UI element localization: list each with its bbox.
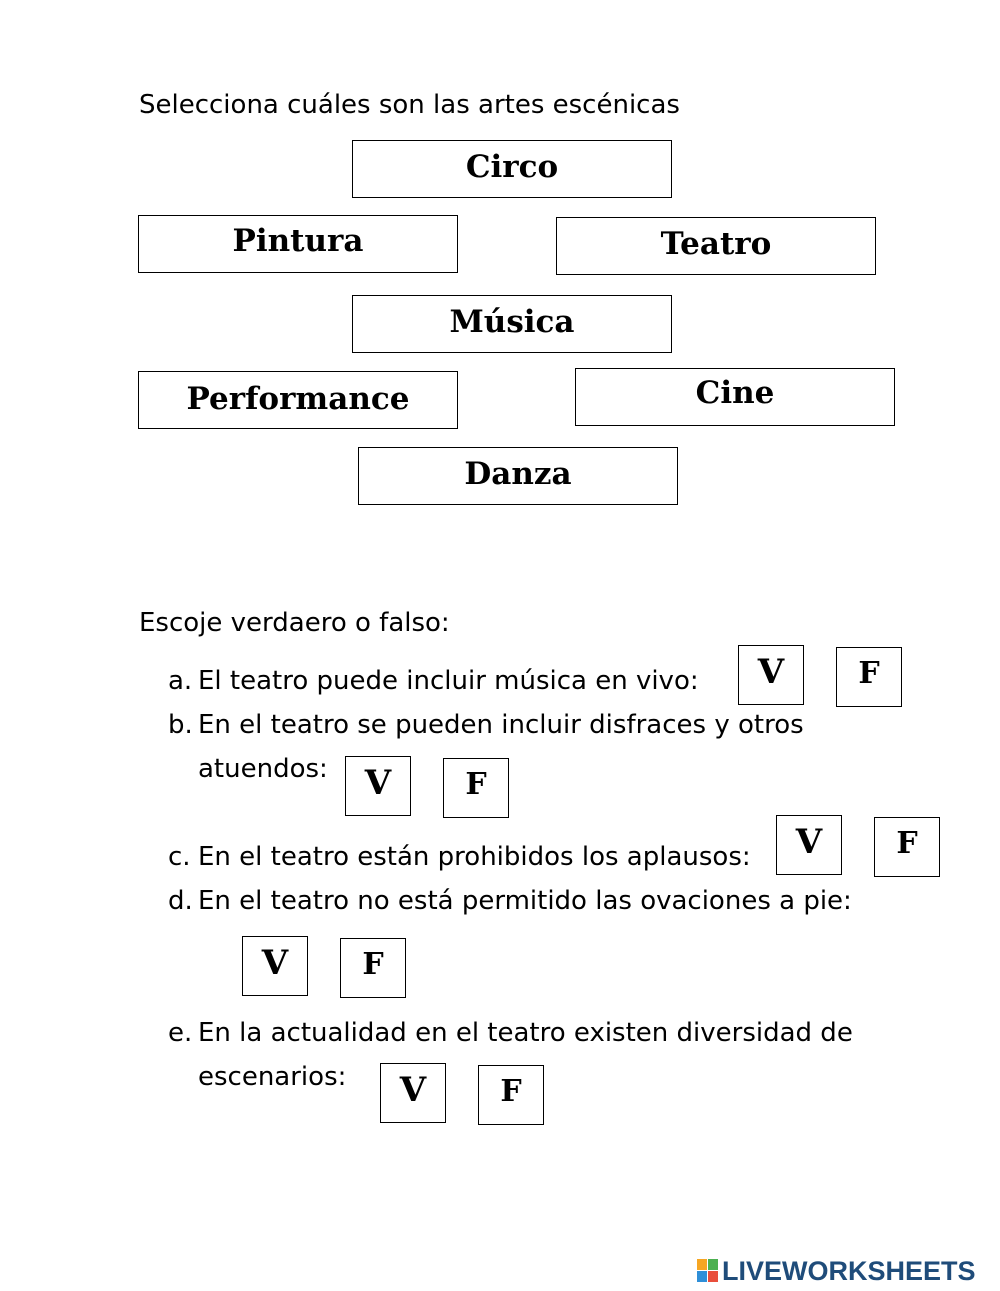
question-e-true-button[interactable]: V [380, 1063, 446, 1123]
question-letter: a. [168, 666, 193, 696]
question-text: En el teatro no está permitido las ovaciones a pie: [198, 886, 852, 916]
option-label: Performance [186, 381, 410, 417]
option-circo[interactable] [352, 140, 672, 198]
liveworksheets-brand-text: LIVEWORKSHEETS [722, 1255, 976, 1286]
question-b-false-button[interactable]: F [443, 758, 509, 818]
question-text-continued: escenarios: [198, 1062, 347, 1092]
question-d-true-button[interactable]: V [242, 936, 308, 996]
question-letter: d. [168, 886, 193, 916]
question-e-false-button[interactable]: F [478, 1065, 544, 1125]
instruction-true-false: Escoje verdaero o falso: [139, 608, 450, 638]
option-cine[interactable] [575, 368, 895, 426]
instruction-select-scenic-arts: Selecciona cuáles son las artes escénicas [139, 90, 680, 120]
question-text: En el teatro se pueden incluir disfraces y otros [198, 710, 804, 740]
option-teatro[interactable] [556, 217, 876, 275]
option-performance[interactable] [138, 371, 458, 429]
question-c-false-button[interactable]: F [874, 817, 940, 877]
question-text: El teatro puede incluir música en vivo: [198, 666, 699, 696]
logo-block-4 [708, 1271, 718, 1282]
question-letter: c. [168, 842, 191, 872]
option-label: Pintura [232, 223, 364, 259]
logo-block-2 [708, 1259, 718, 1270]
option-label: Música [449, 304, 575, 340]
liveworksheets-logo [697, 1256, 976, 1286]
question-c-true-button[interactable]: V [776, 815, 842, 875]
question-letter: b. [168, 710, 193, 740]
logo-block-1 [697, 1259, 707, 1270]
option-label: Danza [464, 456, 572, 492]
question-text-continued: atuendos: [198, 754, 328, 784]
logo-block-3 [697, 1271, 707, 1282]
option-musica[interactable] [352, 295, 672, 353]
question-b-true-button[interactable]: V [345, 756, 411, 816]
question-letter: e. [168, 1018, 193, 1048]
question-d-false-button[interactable]: F [340, 938, 406, 998]
question-text: En la actualidad en el teatro existen diversidad de [198, 1018, 853, 1048]
option-danza[interactable] [358, 447, 678, 505]
option-label: Cine [695, 375, 775, 411]
liveworksheets-blocks-icon [697, 1259, 719, 1283]
question-a-false-button[interactable]: F [836, 647, 902, 707]
question-a-true-button[interactable]: V [738, 645, 804, 705]
option-label: Teatro [660, 226, 772, 262]
question-text: En el teatro están prohibidos los aplausos: [198, 842, 751, 872]
option-label: Circo [465, 149, 559, 185]
option-pintura[interactable] [138, 215, 458, 273]
